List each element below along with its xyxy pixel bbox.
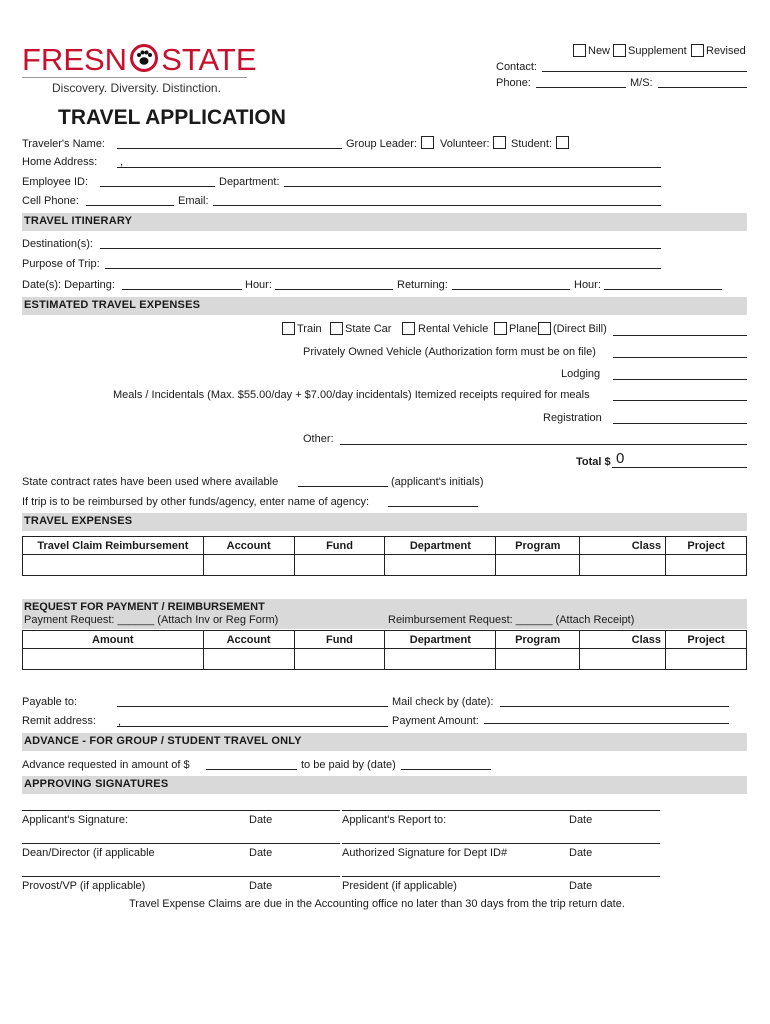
home-address-field[interactable] (117, 167, 661, 168)
student-checkbox[interactable] (556, 136, 569, 149)
cell-input[interactable] (496, 649, 580, 670)
logo-word-state: STATE (161, 42, 257, 77)
payable-to-field[interactable] (117, 706, 388, 707)
other-funds-label: If trip is to be reimbursed by other funds/agency, enter name of agency: (22, 496, 370, 508)
total-label: Total $ (576, 456, 611, 468)
cell-input[interactable] (385, 555, 496, 576)
advance-header (22, 733, 747, 751)
date-label-2: Date (569, 814, 593, 826)
cell-input[interactable] (580, 649, 666, 670)
rental-vehicle-checkbox[interactable] (402, 322, 415, 335)
date-label-5: Date (249, 880, 273, 892)
travelers-name-label: Traveler's Name: (22, 138, 105, 150)
signatures-header (22, 776, 747, 794)
logo-word-fresno: FRESN (22, 42, 128, 77)
remit-address-value: , (118, 716, 122, 728)
pov-label: Privately Owned Vehicle (Authorization form must be on file) (303, 346, 596, 358)
col-department: Department (385, 631, 496, 649)
meals-amount-field[interactable] (613, 400, 747, 401)
group-leader-checkbox[interactable] (421, 136, 434, 149)
departing-label: Date(s): Departing: (22, 279, 115, 291)
plane-checkbox[interactable] (494, 322, 507, 335)
group-leader-label: Group Leader: (346, 138, 417, 150)
cell-input[interactable] (294, 649, 385, 670)
other-funds-field[interactable] (388, 506, 478, 507)
president-signature-line[interactable] (342, 876, 660, 877)
col-account: Account (203, 631, 294, 649)
table-row (23, 555, 747, 576)
col-department: Department (385, 537, 496, 555)
state-car-checkbox[interactable] (330, 322, 343, 335)
payment-section-title: REQUEST FOR PAYMENT / REIMBURSEMENT (24, 601, 265, 613)
registration-label: Registration (543, 412, 602, 424)
col-program: Program (496, 537, 580, 555)
supplement-label: Supplement (628, 45, 687, 57)
president-label: President (if applicable) (342, 880, 457, 892)
direct-bill-checkbox[interactable] (538, 322, 551, 335)
report-to-label: Applicant's Report to: (342, 814, 447, 826)
col-class: Class (580, 537, 666, 555)
travelers-name-field[interactable] (117, 148, 342, 149)
table-header-row (23, 537, 747, 555)
date-label-4: Date (569, 847, 593, 859)
estimated-expenses-header (22, 297, 747, 315)
cell-input[interactable] (666, 649, 747, 670)
cell-input[interactable] (23, 649, 204, 670)
state-contract-label: State contract rates have been used where available (22, 476, 279, 488)
payment-table (22, 630, 747, 670)
rental-vehicle-label: Rental Vehicle (418, 323, 489, 335)
employee-id-label: Employee ID: (22, 176, 89, 188)
mail-check-field[interactable] (500, 706, 729, 707)
plane-label: Plane (509, 323, 538, 335)
home-address-label: Home Address: (22, 156, 98, 168)
signatures-title: APPROVING SIGNATURES (24, 778, 169, 790)
travel-expenses-title: TRAVEL EXPENSES (24, 515, 133, 527)
employee-id-field[interactable] (100, 186, 215, 187)
other-label: Other: (303, 433, 334, 445)
travel-expenses-header (22, 513, 747, 531)
col-amount: Amount (23, 631, 204, 649)
payment-amount-field[interactable] (484, 723, 729, 724)
cell-input[interactable] (23, 555, 204, 576)
to-be-paid-label: to be paid by (date) (301, 759, 396, 771)
col-program: Program (496, 631, 580, 649)
estimated-expenses-title: ESTIMATED TRAVEL EXPENSES (24, 299, 201, 311)
revised-checkbox[interactable] (691, 44, 704, 57)
meals-label: Meals / Incidentals (Max. $55.00/day + $7.00/day incidentals) Itemized receipts required for meals (113, 389, 590, 401)
cell-input[interactable] (203, 649, 294, 670)
cell-input[interactable] (385, 649, 496, 670)
advance-requested-label: Advance requested in amount of $ (22, 759, 190, 771)
revised-label: Revised (706, 45, 746, 57)
applicant-signature-line[interactable] (22, 810, 340, 811)
ms-field[interactable] (658, 87, 747, 88)
email-label: Email: (178, 195, 209, 207)
col-fund: Fund (294, 537, 385, 555)
authorized-label: Authorized Signature for Dept ID# (342, 847, 508, 859)
returning-hour-label: Hour: (574, 279, 601, 291)
cell-input[interactable] (203, 555, 294, 576)
ms-label: M/S: (630, 77, 653, 89)
provost-label: Provost/VP (if applicable) (22, 880, 146, 892)
date-label-6: Date (569, 880, 593, 892)
student-label: Student: (511, 138, 552, 150)
new-checkbox[interactable] (573, 44, 586, 57)
paw-icon (130, 44, 158, 75)
lodging-label: Lodging (561, 368, 601, 380)
authorized-signature-line[interactable] (342, 843, 660, 844)
advance-title: ADVANCE - FOR GROUP / STUDENT TRAVEL ONLY (24, 735, 302, 747)
remit-address-label: Remit address: (22, 715, 96, 727)
registration-amount-field[interactable] (613, 423, 747, 424)
report-to-line[interactable] (342, 810, 660, 811)
train-checkbox[interactable] (282, 322, 295, 335)
departing-hour-field[interactable] (275, 289, 393, 290)
returning-label: Returning: (397, 279, 448, 291)
total-field[interactable] (612, 467, 747, 468)
cell-phone-label: Cell Phone: (22, 195, 79, 207)
payment-amount-label: Payment Amount: (392, 715, 479, 727)
travel-itinerary-header (22, 213, 747, 231)
form-title: TRAVEL APPLICATION (58, 106, 286, 129)
footer-note: Travel Expense Claims are due in the Accounting office no later than 30 days from the trip return date. (129, 898, 625, 910)
supplement-checkbox[interactable] (613, 44, 626, 57)
purpose-field[interactable] (105, 268, 661, 269)
mail-check-label: Mail check by (date): (392, 696, 494, 708)
cell-input[interactable] (580, 555, 666, 576)
travel-itinerary-title: TRAVEL ITINERARY (24, 215, 133, 227)
departing-field[interactable] (122, 289, 242, 290)
train-label: Train (297, 323, 322, 335)
payable-to-label: Payable to: (22, 696, 78, 708)
col-travel-claim: Travel Claim Reimbursement (23, 537, 204, 555)
cell-input[interactable] (294, 555, 385, 576)
col-project: Project (666, 631, 747, 649)
payment-request-label: Payment Request: ______ (Attach Inv or Reg Form) (24, 614, 279, 626)
new-label: New (588, 45, 611, 57)
col-account: Account (203, 537, 294, 555)
lodging-amount-field[interactable] (613, 379, 747, 380)
col-class: Class (580, 631, 666, 649)
to-be-paid-field[interactable] (401, 769, 491, 770)
travel-expenses-table (22, 536, 747, 576)
date-label-1: Date (249, 814, 273, 826)
contact-label: Contact: (496, 61, 537, 73)
advance-amount-field[interactable] (206, 769, 297, 770)
destinations-label: Destination(s): (22, 238, 93, 250)
date-label-3: Date (249, 847, 273, 859)
initials-field[interactable] (298, 486, 388, 487)
other-field[interactable] (340, 444, 747, 445)
department-field[interactable] (284, 186, 661, 187)
phone-field[interactable] (536, 87, 626, 88)
col-fund: Fund (294, 631, 385, 649)
contact-field[interactable] (542, 71, 747, 72)
tagline: Discovery. Diversity. Distinction. (52, 81, 221, 95)
volunteer-checkbox[interactable] (493, 136, 506, 149)
state-car-label: State Car (345, 323, 392, 335)
logo (22, 42, 257, 82)
purpose-label: Purpose of Trip: (22, 258, 100, 270)
cell-phone-field[interactable] (86, 205, 174, 206)
applicant-signature-label: Applicant's Signature: (22, 814, 129, 826)
cell-input[interactable] (666, 555, 747, 576)
table-header-row (23, 631, 747, 649)
direct-bill-label: (Direct Bill) (553, 323, 607, 335)
returning-field[interactable] (452, 289, 570, 290)
provost-signature-line[interactable] (22, 876, 340, 877)
cell-input[interactable] (496, 555, 580, 576)
home-address-value: , (120, 156, 124, 168)
returning-hour-field[interactable] (604, 289, 722, 290)
volunteer-label: Volunteer: (440, 138, 490, 150)
initials-label: (applicant's initials) (391, 476, 484, 488)
col-project: Project (666, 537, 747, 555)
hour-label: Hour: (245, 279, 272, 291)
transport-amount-field[interactable] (613, 335, 747, 336)
email-field[interactable] (213, 205, 661, 206)
logo-underline (22, 77, 247, 78)
destinations-field[interactable] (100, 248, 661, 249)
dean-label: Dean/Director (if applicable (22, 847, 155, 859)
phone-label: Phone: (496, 77, 531, 89)
dean-signature-line[interactable] (22, 843, 340, 844)
table-row (23, 649, 747, 670)
total-value: 0 (616, 450, 625, 467)
remit-address-field[interactable] (117, 726, 388, 727)
department-label: Department: (219, 176, 280, 188)
pov-amount-field[interactable] (613, 357, 747, 358)
reimbursement-request-label: Reimbursement Request: ______ (Attach Receipt) (388, 614, 635, 626)
